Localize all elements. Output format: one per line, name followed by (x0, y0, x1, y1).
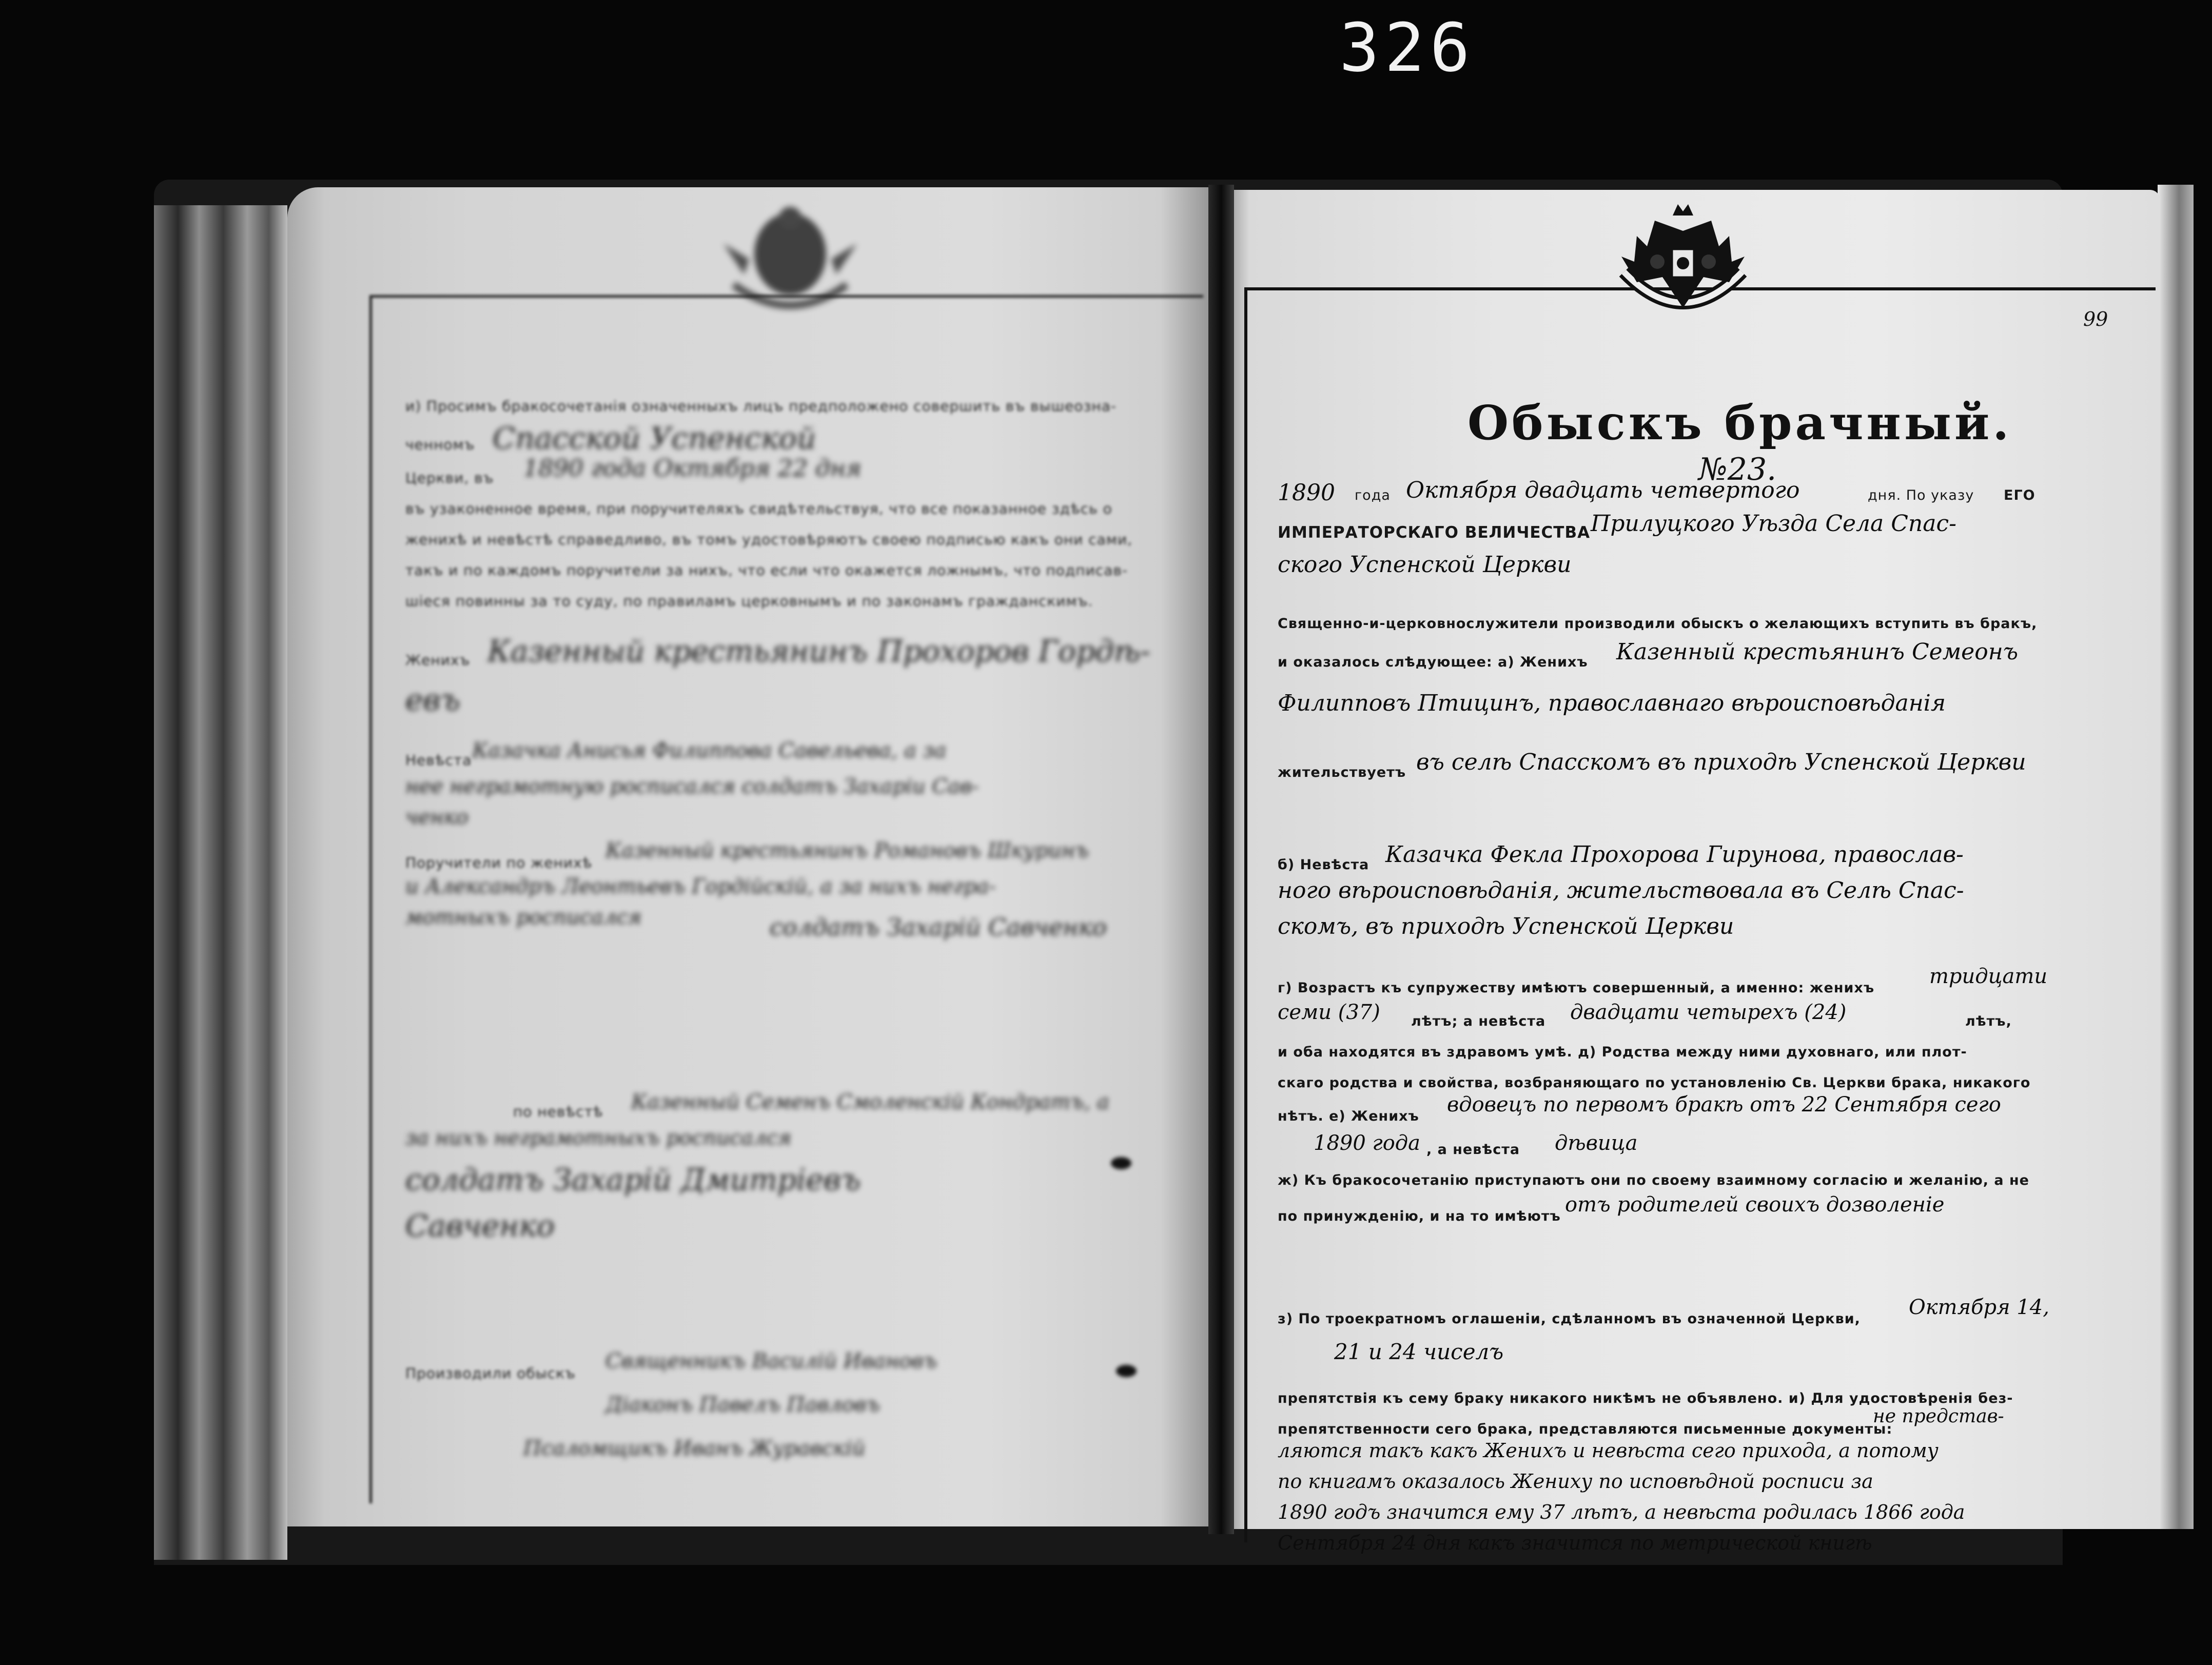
print-clergy: Священно-и-церковнослужители производили обыскъ о желающихъ вступить въ бракъ, (1278, 616, 2038, 632)
print-residence: жительствуетъ (1278, 765, 1406, 780)
print-obstacles: препятствія къ сему браку никакого никѣмъ не объявлено. и) Для удостовѣренія без- (1278, 1390, 2013, 1406)
document-number: №23. (1698, 452, 1777, 487)
left-label-bride: Невѣста (405, 752, 472, 769)
left-hand-deacon: Діаконъ Павелъ Павловъ (605, 1393, 880, 1417)
left-hand-bride-guarantors-4: Савченко (405, 1208, 555, 1243)
hand-consent: отъ родителей своихъ дозволеніе (1565, 1193, 1945, 1217)
hand-uezd: Прилуцкого Уѣзда Села Спас- (1591, 511, 1957, 537)
hand-proclamation: Октября 14, (1909, 1296, 2049, 1319)
print-bride-status: , а невѣста (1426, 1142, 1520, 1158)
left-hand-guarantors-3: мотныхъ росписался (405, 906, 642, 929)
left-label-bride-guarantors: по невѣстѣ (513, 1103, 603, 1120)
hand-bride-3: скомъ, въ приходѣ Успенской Церкви (1278, 913, 1734, 939)
hand-residence: въ селѣ Спасскомъ въ приходѣ Успенской Церкви (1416, 749, 2026, 775)
left-label-performed: Производили обыскъ (405, 1365, 576, 1382)
left-hand-bride-3: ченко (405, 806, 468, 829)
print-years-1: лѣтъ; а невѣста (1411, 1013, 1546, 1029)
left-printed-line-2: ченномъ (405, 436, 475, 453)
hand-docs-5: Сентября 24 дня какъ значится по метрической книгѣ (1278, 1532, 1872, 1554)
page-stack-right (2158, 185, 2194, 1529)
double-headed-eagle-emblem-left (713, 198, 867, 326)
left-hand-priest: Священникъ Василій Ивановъ (605, 1349, 937, 1373)
print-force: по принужденію, и на то имѣютъ (1278, 1208, 1561, 1224)
left-hand-bride-2: нее неграмотную росписался солдатъ Захаріи Сав- (405, 775, 979, 798)
left-hand-psalmist: Псаломщикъ Иванъ Журавскій (523, 1437, 866, 1460)
left-hand-bride-guarantors-3: солдатъ Захарій Дмитріевъ (405, 1162, 861, 1197)
hand-docs-4: 1890 годъ значится ему 37 лѣтъ, а невѣста родилась 1866 года (1278, 1501, 1965, 1523)
left-hand-guarantors-2: и Александръ Леонтьевъ Гордійскій, а за нихъ негра- (405, 875, 996, 898)
hand-groom-2: Филипповъ Птицинъ, православнаго вѣроисповѣданія (1278, 690, 1946, 716)
left-printed-line-3: Церкви, въ (405, 469, 494, 486)
left-hand-groom: Казенный крестьянинъ Прохоров Гордѣ- (487, 634, 1150, 669)
hand-maiden: дѣвица (1555, 1131, 1638, 1155)
double-headed-eagle-emblem-right (1606, 200, 1760, 328)
left-hand-bride-guarantors: Казенный Семенъ Смоленскій Кондратъ, а (631, 1090, 1109, 1114)
print-majesty: ИМПЕРАТОРСКАГО ВЕЛИЧЕСТВА (1278, 523, 1591, 542)
hand-groom-age: тридцати (1929, 965, 2048, 988)
hand-date: Октября двадцать четвертого (1406, 477, 1800, 503)
left-hand-bride: Казачка Анисья Филиппова Савельева, а за (472, 739, 947, 762)
hand-bride-2: ного вѣроисповѣданія, жительствовала въ Селѣ Спас- (1278, 877, 1964, 904)
left-printed-line-1: и) Просимъ бракосочетанія означенныхъ лицъ предположено совершить въ вышеозна- (405, 398, 1117, 415)
ink-smudge (1116, 1365, 1137, 1377)
left-printed-line-7: шіеся повинны за то суду, по правиламъ церковнымъ и по законамъ гражданскимъ. (405, 593, 1093, 610)
book-gutter (1208, 185, 1234, 1534)
print-documents: препятственности сего брака, представляются письменные документы: (1278, 1421, 1893, 1437)
print-age: г) Возрастъ къ супружеству имѣютъ совершенный, а именно: женихъ (1278, 980, 1875, 996)
hand-year: 1890 (1278, 480, 1335, 506)
print-years-2: лѣтъ, (1965, 1013, 2012, 1029)
left-label-guarantors: Поручители по женихѣ (405, 854, 593, 871)
hand-bride: Казачка Фекла Прохорова Гирунова, православ- (1385, 841, 1964, 868)
left-hand-bride-guarantors-2: за нихъ неграмотныхъ росписался (405, 1126, 792, 1150)
page-stack-left (154, 205, 287, 1560)
left-hand-date: 1890 года Октября 22 дня (523, 454, 862, 482)
hand-docs-3: по книгамъ оказалось Жениху по исповѣдной росписи за (1278, 1470, 1873, 1493)
ink-smudge (1111, 1157, 1131, 1169)
hand-docs-1: не представ- (1873, 1406, 2004, 1427)
left-printed-line-5: женихѣ и невѣстѣ справедливо, въ томъ удостовѣряютъ своею подписью какъ они сами, (405, 531, 1133, 548)
print-proclamation: з) По троекратномъ оглашеніи, сдѣланномъ въ означенной Церкви, (1278, 1311, 1861, 1327)
hand-church: ского Успенской Церкви (1278, 552, 1572, 578)
hand-groom-age-2: семи (37) (1278, 1001, 1380, 1024)
frame-number: 326 (1339, 9, 1475, 87)
left-hand-groom-2: евъ (405, 682, 460, 717)
print-bride: б) Невѣста (1278, 857, 1369, 873)
print-year-prefix: года (1355, 487, 1391, 503)
print-found-groom: и оказалось слѣдующее: а) Женихъ (1278, 654, 1588, 670)
left-hand-guarantors: Казенный крестьянинъ Романовъ Шкуринъ (605, 839, 1089, 863)
print-consent: ж) Къ бракосочетанію приступаютъ они по своему взаимному согласію и желанію, а не (1278, 1172, 2029, 1188)
hand-proclamation-2: 21 и 24 чиселъ (1334, 1339, 1504, 1364)
print-his: ЕГО (2004, 487, 2035, 503)
hand-docs-2: ляются такъ какъ Женихъ и невѣста сего прихода, а потому (1278, 1439, 1939, 1462)
hand-widower-2: 1890 года (1314, 1131, 1421, 1155)
sheet-number: 99 (2083, 308, 2108, 330)
left-hand-guarantors-4: солдатъ Захарій Савченко (770, 913, 1107, 941)
print-health: и оба находятся въ здравомъ умѣ. д) Родства между ними духовнаго, или плот- (1278, 1044, 1967, 1060)
left-printed-line-6: такъ и по каждомъ поручители за нихъ, что если что окажется ложнымъ, что подписав- (405, 562, 1128, 579)
print-decree: дня. По указу (1868, 487, 1974, 503)
print-groom-status: нѣтъ. е) Женихъ (1278, 1108, 1419, 1124)
left-printed-line-4: въ узаконенное время, при поручителяхъ свидѣтельствуя, что все показанное здѣсь о (405, 500, 1112, 517)
hand-widower: вдовецъ по первомъ бракѣ отъ 22 Сентября сего (1447, 1093, 2001, 1116)
left-hand-church: Спасской Успенской (493, 421, 816, 456)
left-label-groom: Женихъ (405, 652, 471, 669)
document-title: Обыскъ брачный. (1467, 395, 2012, 450)
hand-groom: Казенный крестьянинъ Семеонъ (1616, 639, 2019, 665)
print-kinship: скаго родства и свойства, возбраняющаго по установленію Св. Церкви брака, никакого (1278, 1075, 2031, 1091)
hand-bride-age: двадцати четырехъ (24) (1570, 1001, 1847, 1024)
